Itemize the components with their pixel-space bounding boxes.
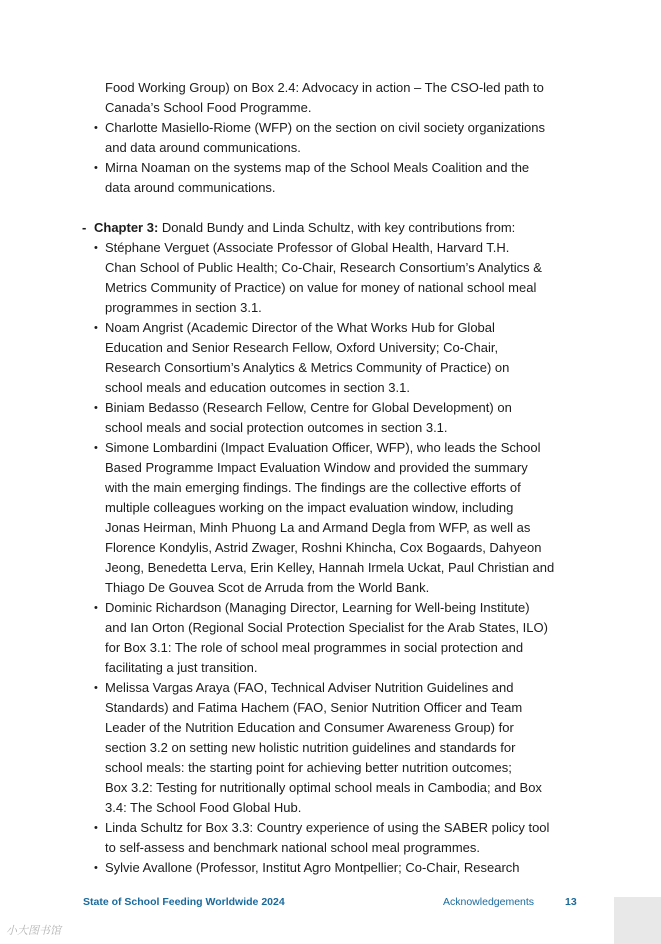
intro-continuation: [88, 78, 588, 118]
text-line: school meals and social protection outcomes in section 3.1.: [105, 420, 448, 435]
text-line: Jeong, Benedetta Lerva, Erin Kelley, Hannah Irmela Uckat, Paul Christian and: [105, 560, 555, 575]
list-item: [88, 678, 588, 818]
page-footer: [83, 896, 580, 912]
report-title: State of School Feeding Worldwide 2024: [83, 896, 285, 908]
text-line: section 3.2 on setting new holistic nutrition guidelines and standards for: [105, 740, 516, 755]
text-line: data around communications.: [105, 180, 276, 195]
list-item: [88, 598, 588, 678]
bullet-line: • Dominic Richardson (Managing Director, Learning for Well-being Institute): [88, 598, 588, 618]
chapter-3-heading: [82, 218, 588, 238]
text-line: and data around communications.: [105, 140, 301, 155]
text-line: Box 3.2: Testing for nutritionally optimal school meals in Cambodia; and Box: [105, 780, 542, 795]
text-line: with the main emerging findings. The findings are the collective efforts of: [105, 480, 521, 495]
bullet-line: • Sylvie Avallone (Professor, Institut Agro Montpellier; Co-Chair, Research: [88, 858, 588, 878]
text-line: Education and Senior Research Fellow, Oxford University; Co-Chair,: [105, 340, 499, 355]
bullet-line: • Simone Lombardini (Impact Evaluation Officer, WFP), who leads the School: [88, 438, 588, 458]
text-line: Leader of the Nutrition Education and Consumer Awareness Group) for: [105, 720, 514, 735]
text-line: Florence Kondylis, Astrid Zwager, Roshni Khincha, Cox Bogaards, Dahyeon: [105, 540, 542, 555]
text-line: Standards) and Fatima Hachem (FAO, Senior Nutrition Officer and Team: [105, 700, 523, 715]
bullet-line: • Linda Schultz for Box 3.3: Country experience of using the SABER policy tool: [88, 818, 588, 838]
text-line: Research Consortium’s Analytics & Metrics Community of Practice) on: [105, 360, 510, 375]
watermark: 小大图书馆: [6, 925, 61, 937]
text-line: Jonas Heirman, Minh Phuong La and Armand Degla from WFP, as well as: [105, 520, 531, 535]
text-line: facilitating a just transition.: [105, 660, 258, 675]
text-line: Canada’s School Food Programme.: [105, 100, 312, 115]
list-item: [88, 818, 588, 858]
text-line: to self-assess and benchmark national school meal programmes.: [105, 840, 481, 855]
chapter-text: Donald Bundy and Linda Schultz, with key contributions from:: [158, 220, 516, 235]
text-line: programmes in section 3.1.: [105, 300, 262, 315]
corner-tab: [614, 897, 661, 944]
text-line: 3.4: The School Food Global Hub.: [105, 800, 302, 815]
text-line: school meals and education outcomes in section 3.1.: [105, 380, 410, 395]
text-line: Food Working Group) on Box 2.4: Advocacy in action – The CSO-led path to: [105, 80, 544, 95]
bullet-line: • Mirna Noaman on the systems map of the School Meals Coalition and the: [88, 158, 588, 178]
text-line: for Box 3.1: The role of school meal programmes in social protection and: [105, 640, 524, 655]
text-line: school meals: the starting point for achieving better nutrition outcomes;: [105, 760, 512, 775]
list-item: [88, 118, 588, 158]
bullet-line: • Charlotte Masiello-Riome (WFP) on the section on civil society organizations: [88, 118, 588, 138]
list-item: [88, 238, 588, 318]
contributor-list-chapter-2: [88, 118, 588, 198]
list-item: [88, 318, 588, 398]
list-item: [88, 158, 588, 198]
text-line: Chan School of Public Health; Co-Chair, Research Consortium’s Analytics &: [105, 260, 542, 275]
list-item: [88, 438, 588, 598]
text-line: multiple colleagues working on the impact evaluation window, including: [105, 500, 514, 515]
text-line: and Ian Orton (Regional Social Protection Specialist for the Arab States, ILO): [105, 620, 548, 635]
chapter-label: Chapter 3:: [94, 220, 159, 235]
contributor-list-chapter-3: [88, 238, 588, 878]
bullet-line: • Stéphane Verguet (Associate Professor of Global Health, Harvard T.H.: [88, 238, 588, 258]
text-line: Based Programme Impact Evaluation Window and provided the summary: [105, 460, 528, 475]
bullet-line: • Melissa Vargas Araya (FAO, Technical Adviser Nutrition Guidelines and: [88, 678, 588, 698]
section-name: Acknowledgements: [443, 896, 535, 908]
text-line: Metrics Community of Practice) on value for money of national school meal: [105, 280, 537, 295]
bullet-line: • Noam Angrist (Academic Director of the What Works Hub for Global: [88, 318, 588, 338]
page-number: 13: [565, 896, 577, 908]
page-body: [82, 78, 588, 878]
text-line: Thiago De Gouvea Scot de Arruda from the World Bank.: [105, 580, 430, 595]
list-item: [88, 398, 588, 438]
list-item: [88, 858, 588, 878]
bullet-line: • Biniam Bedasso (Research Fellow, Centre for Global Development) on: [88, 398, 588, 418]
dash-marker: -: [82, 220, 87, 235]
